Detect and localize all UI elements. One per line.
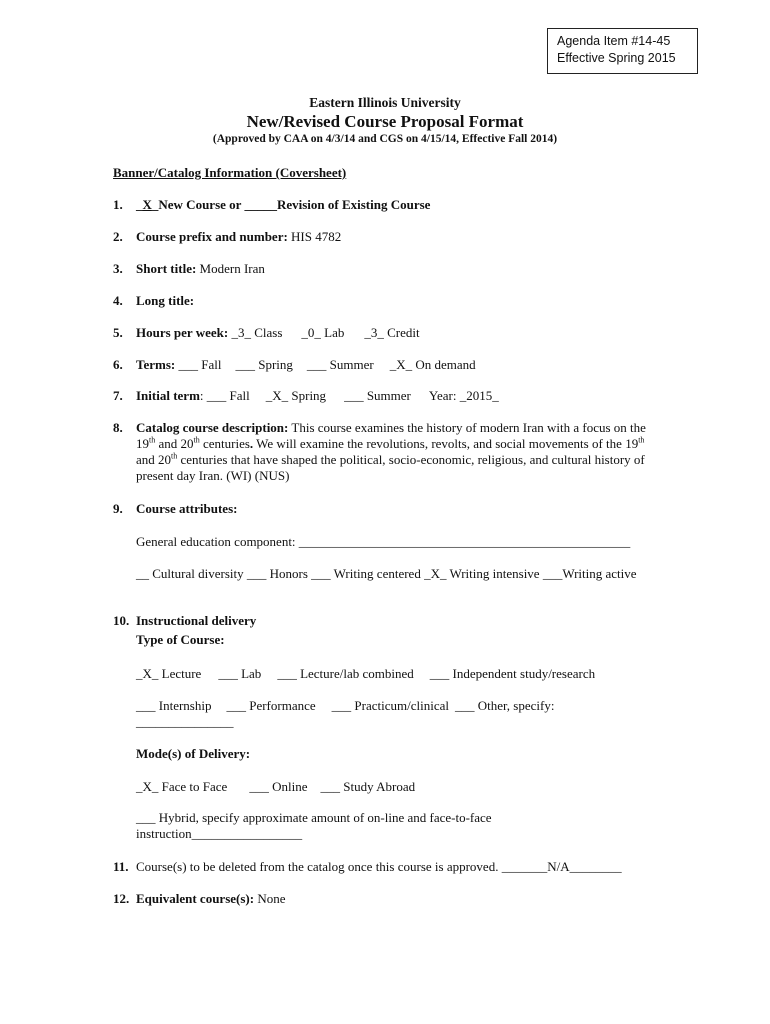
description-part: and 20: [136, 452, 172, 467]
description-part: .: [249, 436, 254, 451]
delivery-mode-row: [136, 779, 656, 795]
type-of-course-label: [136, 632, 656, 648]
hours-credit: _3_ Credit: [364, 325, 420, 340]
courses-deleted-text: Course(s) to be deleted from the catalog once this course is approved. _______N/A________: [136, 859, 622, 874]
term-summer: ___ Summer: [306, 357, 374, 372]
mode-hybrid: ___ Hybrid, specify approximate amount of on-line and face-to-face instruction_________________: [136, 810, 492, 841]
item8-label: Catalog course description:: [136, 420, 289, 435]
mode-online: ___ Online: [249, 779, 308, 794]
type-internship: ___ Internship: [136, 698, 212, 713]
initial-summer: ___ Summer: [344, 388, 411, 403]
description-part: This course examines the history of modern Iran with a focus on the 19: [136, 420, 646, 451]
mode-study-abroad: ___ Study Abroad: [320, 779, 416, 794]
modes-of-delivery-label: [136, 746, 656, 762]
course-type-row-2: [136, 698, 656, 714]
course-type-row-1: [136, 666, 656, 682]
item-number: 4.: [113, 293, 123, 308]
superscript: th: [638, 435, 645, 445]
item2-label: Course prefix and number:: [136, 229, 288, 244]
term-spring: ___ Spring: [235, 357, 293, 372]
approval-note: (Approved by CAA on 4/3/14 and CGS on 4/15/14, Effective Fall 2014): [212, 133, 558, 145]
type-performance: ___ Performance: [226, 698, 316, 713]
general-education-field: General education component: ___________________________________________________: [136, 534, 631, 549]
item6-label: Terms:: [136, 357, 176, 372]
term-on-demand: _X_ On demand: [389, 357, 476, 372]
item10-label: Instructional delivery: [136, 613, 257, 628]
item9-label: Course attributes:: [136, 501, 238, 516]
type-other: ___ Other, specify:: [454, 698, 555, 713]
type-lecture-lab: ___ Lecture/lab combined: [277, 666, 414, 681]
item3-value: Modern Iran: [196, 261, 265, 276]
superscript: th: [171, 451, 178, 461]
item12-label: Equivalent course(s):: [136, 891, 255, 906]
university-name: Eastern Illinois University: [309, 95, 461, 110]
section-heading: Banner/Catalog Information (Coversheet): [113, 165, 347, 180]
initial-year: Year: _2015_: [428, 388, 499, 403]
item7-label: Initial term: [136, 388, 200, 403]
term-fall: ___ Fall: [175, 357, 222, 372]
description-part: centuries: [199, 436, 250, 451]
type-practicum: ___ Practicum/clinical: [331, 698, 449, 713]
item-number: 12.: [113, 891, 130, 906]
type-independent-study: ___ Independent study/research: [429, 666, 596, 681]
other-specify-blank: _______________: [136, 714, 234, 729]
initial-fall: : ___ Fall: [199, 388, 250, 403]
item5-label: Hours per week:: [136, 325, 229, 340]
agenda-effective-term: Effective Spring 2015: [557, 51, 676, 65]
attribute-options: __ Cultural diversity ___ Honors ___ Writing centered _X_ Writing intensive ___Writing active: [136, 566, 637, 581]
superscript: th: [149, 435, 156, 445]
item4-label: Long title:: [136, 293, 195, 308]
type-of-course-text: Type of Course:: [136, 632, 225, 647]
document-title: New/Revised Course Proposal Format: [246, 112, 524, 131]
mode-face-to-face: _X_ Face to Face: [136, 779, 228, 794]
item-number: 5.: [113, 325, 123, 340]
hours-class: _3_ Class: [228, 325, 283, 340]
type-lab: ___ Lab: [218, 666, 262, 681]
item-number: 2.: [113, 229, 123, 244]
description-part: and 20: [155, 436, 194, 451]
item12-value: None: [254, 891, 286, 906]
initial-spring: _X_ Spring: [265, 388, 327, 403]
item-number: 9.: [113, 501, 123, 516]
item-number: 3.: [113, 261, 123, 276]
item3-label: Short title:: [136, 261, 197, 276]
description-part: We will examine the revolutions, revolts, and social movements of the 19: [253, 436, 639, 451]
item-number: 11.: [113, 859, 129, 874]
hours-lab: _0_ Lab: [301, 325, 345, 340]
superscript: th: [193, 435, 200, 445]
item-number: 6.: [113, 357, 123, 372]
item2-value: HIS 4782: [287, 229, 342, 244]
item-number: 8.: [113, 420, 123, 435]
item1-prefix: _: [136, 197, 143, 212]
agenda-item-number: Agenda Item #14-45: [557, 34, 671, 48]
item-number: 7.: [113, 388, 123, 403]
type-lecture: _X_ Lecture: [136, 666, 202, 681]
item-number: 1.: [113, 197, 123, 212]
new-course-mark: X: [142, 197, 152, 212]
catalog-description-text: [136, 420, 658, 484]
agenda-item-box: [547, 28, 698, 74]
item-number: 10.: [113, 613, 130, 628]
description-part: centuries that have shaped the political, socio-economic, religious, and cultural history of present day Iran. (WI) (NUS): [136, 452, 645, 483]
modes-of-delivery-text: Mode(s) of Delivery:: [136, 746, 251, 761]
item1-text: _New Course or _____Revision of Existing Course: [151, 197, 431, 212]
